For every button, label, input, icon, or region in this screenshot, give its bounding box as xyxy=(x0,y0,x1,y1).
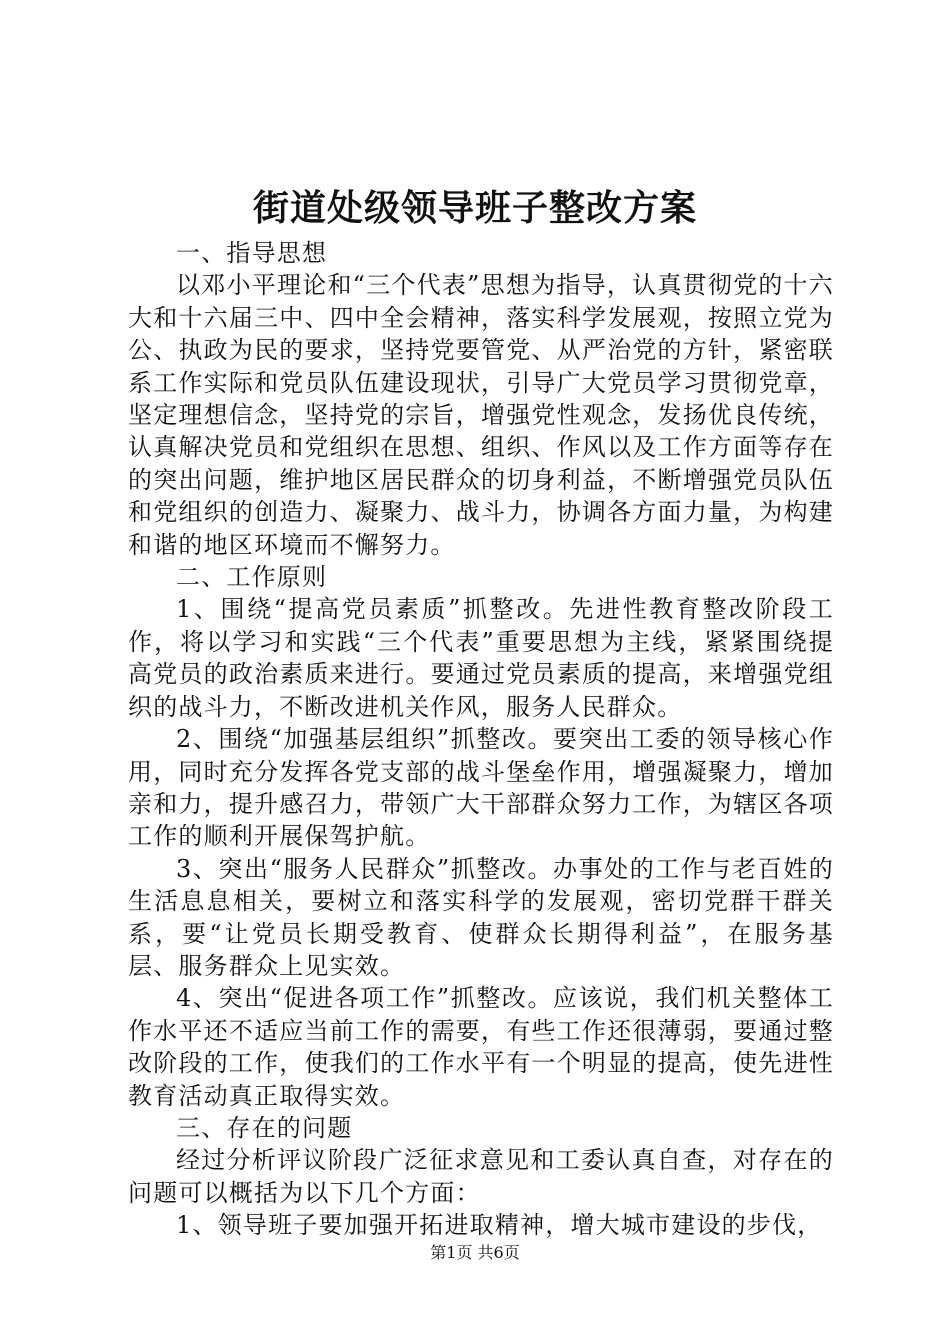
document-title: 街道处级领导班子整改方案 xyxy=(252,187,697,229)
paragraph-principle-2: 2、围绕“加强基层组织”抓整改。要突出工委的领导核心作用，同时充分发挥各党支部的战斗堡垒作用，增强凝聚力，增加亲和力，提升感召力，带领广大干部群众努力工作，为辖区各项工作的顺利开展保驾护航。 xyxy=(128,725,834,851)
section-heading-existing-problems: 三、存在的问题 xyxy=(176,1113,353,1142)
page-number-footer: 第1页 共6页 xyxy=(430,1243,520,1262)
paragraph-principle-3: 3、突出“服务人民群众”抓整改。办事处的工作与老百姓的生活息息相关，要树立和落实科学的发展观，密切党群干群关系，要“让党员长期受教育、使群众长期得利益”，在服务基层、服务群众上见实效。 xyxy=(128,854,834,980)
paragraph-principle-1: 1、围绕“提高党员素质”抓整改。先进性教育整改阶段工作，将以学习和实践“三个代表”重要思想为主线，紧紧围绕提高党员的政治素质来进行。要通过党员素质的提高，来增强党组织的战斗力，不断改进机关作风，服务人民群众。 xyxy=(128,595,834,721)
paragraph-problems-intro: 经过分析评议阶段广泛征求意见和工委认真自查，对存在的问题可以概括为以下几个方面： xyxy=(128,1146,834,1207)
document-body xyxy=(128,237,834,1242)
section-heading-work-principles: 二、工作原则 xyxy=(176,563,328,592)
paragraph-problem-1: 1、领导班子要加强开拓进取精神，增大城市建设的步伐， xyxy=(176,1211,823,1240)
section-heading-guiding-ideology: 一、指导思想 xyxy=(176,239,328,267)
paragraph-guiding-ideology: 以邓小平理论和“三个代表”思想为指导，认真贯彻党的十六大和十六届三中、四中全会精神，落实科学发展观，按照立党为公、执政为民的要求，坚持党要管党、从严治党的方针，紧密联系工作实际和党员队伍建设现状，引导广大党员学习贯彻党章，坚定理想信念，坚持党的宗旨，增强党性观念，发扬优良传统，认真解决党员和党组织在思想、组织、作风以及工作方面等存在的突出问题，维护地区居民群众的切身利益，不断增强党员队伍和党组织的创造力、凝聚力、战斗力，协调各方面力量，为构建和谐的地区环境而不懈努力。 xyxy=(128,271,834,559)
paragraph-principle-4: 4、突出“促进各项工作”抓整改。应该说，我们机关整体工作水平还不适应当前工作的需要，有些工作还很薄弱，要通过整改阶段的工作，使我们的工作水平有一个明显的提高，使先进性教育活动真正取得实效。 xyxy=(128,984,834,1110)
